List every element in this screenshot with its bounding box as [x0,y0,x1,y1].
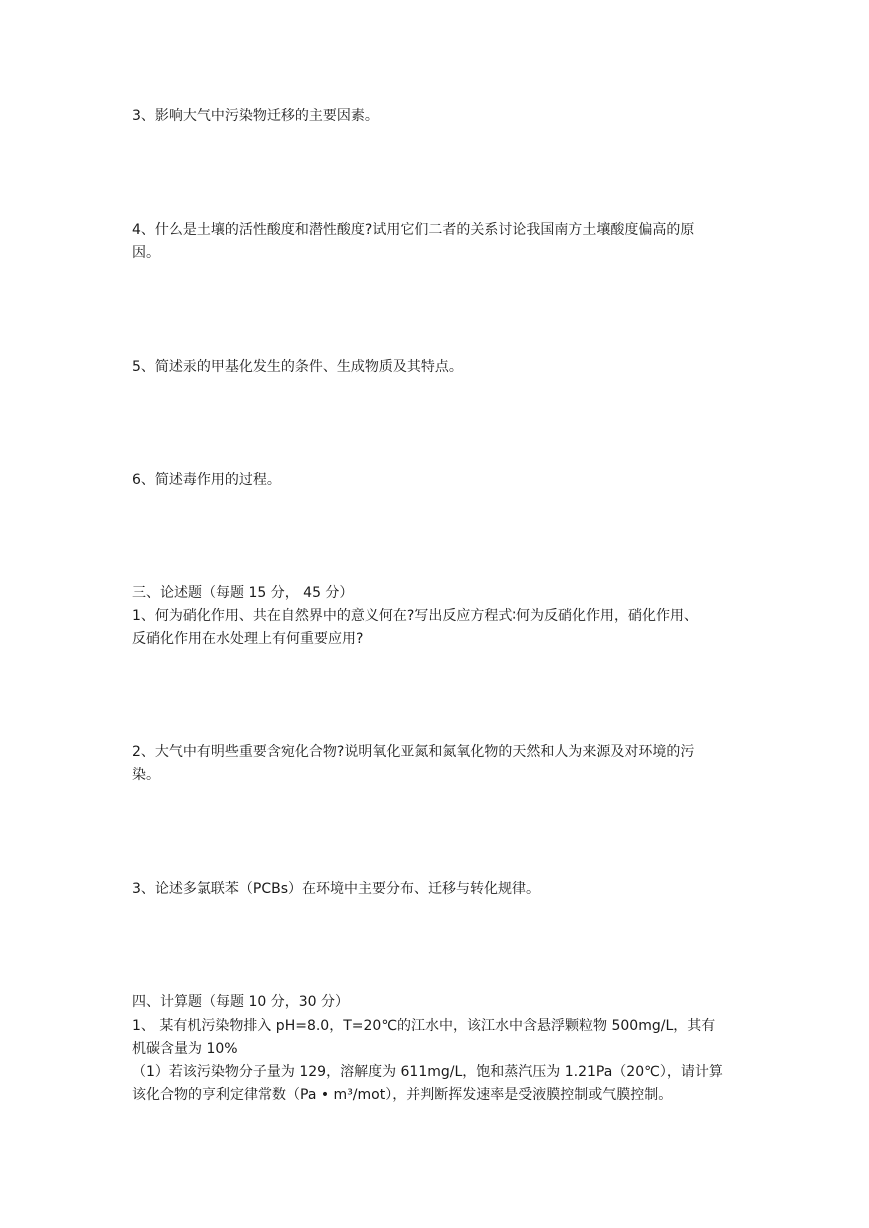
section-3-question-3: 3、论述多氯联苯（PCBs）在环境中主要分布、迁移与转化规律。 [132,881,541,897]
section-3-title: 三、论述题（每题 15 分， 45 分） [132,585,354,601]
section-3-question-1-line-1: 1、何为硝化作用、共在自然界中的意义何在?写出反应方程式∶何为反硝化作用，硝化作用、 [132,608,698,624]
question-4-line-1: 4、什么是土壤的活性酸度和潜性酸度?试用它们二者的关系讨论我国南方土壤酸度偏高的原 [132,222,695,238]
section-4-question-1-line-2: 机碳含量为 10% [132,1041,238,1057]
section-3-question-2-line-2: 染。 [132,767,160,783]
question-3: 3、影响大气中污染物迁移的主要因素。 [132,108,379,124]
question-4-line-2: 因。 [132,245,160,261]
section-3-question-1-line-2: 反硝化作用在水处理上有何重要应用? [132,631,364,647]
section-3-question-2-line-1: 2、大气中有明些重要含宛化合物?说明氧化亚氮和氮氧化物的天然和人为来源及对环境的污 [132,744,695,760]
section-4-question-1-sub-1-line-1: （1）若该污染物分子量为 129，溶解度为 611mg/L，饱和蒸汽压为 1.21Pa（20℃），请计算 [132,1064,723,1080]
section-4-question-1-line-1: 1、 某有机污染物排入 pH=8.0，T=20℃的江水中，该江水中含悬浮颗粒物 500mg/L，其有 [132,1018,716,1034]
question-6: 6、简述毒作用的过程。 [132,472,281,488]
section-4-question-1-sub-1-line-2: 该化合物的亨利定律常数（Pa • m³/mot），并判断挥发速率是受液膜控制或气膜控制。 [132,1087,673,1103]
section-4-title: 四、计算题（每题 10 分，30 分） [132,994,349,1010]
question-5: 5、简述汞的甲基化发生的条件、生成物质及其特点。 [132,359,463,375]
